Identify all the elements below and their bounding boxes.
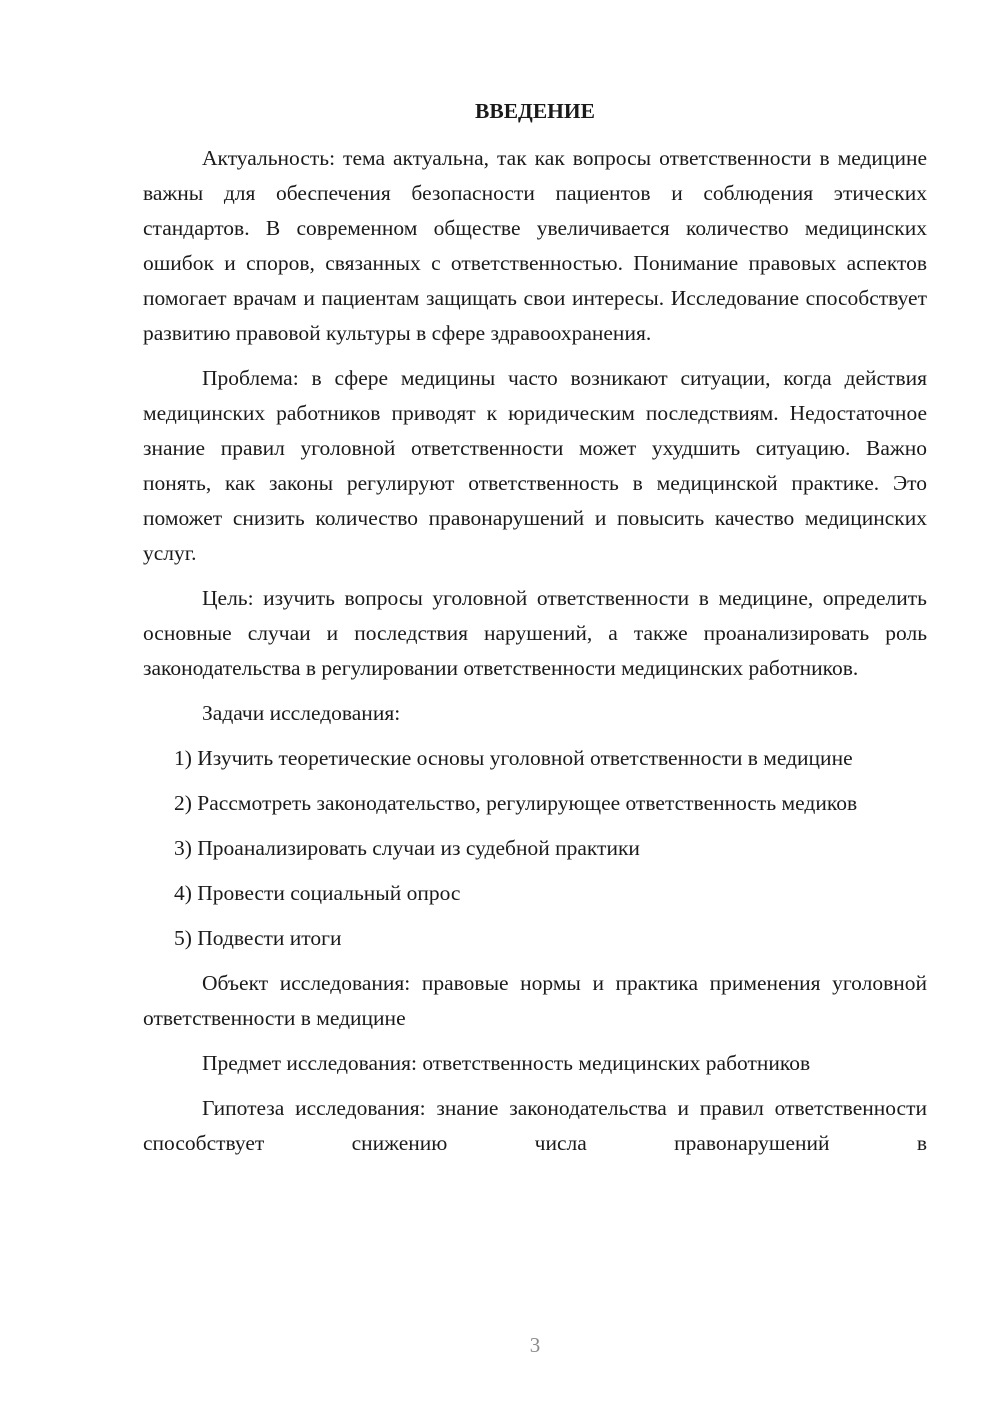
task-item-2: 2) Рассмотреть законодательство, регулирующее ответственность медиков — [174, 791, 858, 815]
paragraph-goal: Цель: изучить вопросы уголовной ответственности в медицине, определить основные случаи и последствия нарушений, а также проанализировать роль законодательства в регулировании ответственности медицинских работников. — [143, 586, 927, 680]
task-item-3: 3) Проанализировать случаи из судебной практики — [174, 836, 640, 860]
paragraph-object: Объект исследования: правовые нормы и практика применения уголовной ответственности в медицине — [143, 971, 927, 1030]
paragraph-hypothesis: Гипотеза исследования: знание законодательства и правил ответственности способствует снижению числа правонарушений в — [143, 1096, 927, 1155]
paragraph-relevance: Актуальность: тема актуальна, так как вопросы ответственности в медицине важны для обеспечения безопасности пациентов и соблюдения этических стандартов. В современном обществе увеличивается количество медицинских ошибок и споров, связанных с ответственностью. Понимание правовых аспектов помогает врачам и пациентам защищать свои интересы. Исследование способствует развитию правовой культуры в сфере здравоохранения. — [143, 146, 927, 345]
paragraph-subject: Предмет исследования: ответственность медицинских работников — [202, 1051, 811, 1075]
document-body — [143, 94, 927, 1171]
task-item-1: 1) Изучить теоретические основы уголовной ответственности в медицине — [174, 746, 853, 770]
task-item-4: 4) Провести социальный опрос — [174, 881, 461, 905]
task-item-5: 5) Подвести итоги — [174, 926, 342, 950]
paragraph-problem: Проблема: в сфере медицины часто возникают ситуации, когда действия медицинских работников приводят к юридическим последствиям. Недостаточное знание правил уголовной ответственности может ухудшить ситуацию. Важно понять, как законы регулируют ответственность в медицинской практике. Это поможет снизить количество правонарушений и повысить качество медицинских услуг. — [143, 366, 927, 565]
page-number: 3 — [529, 1333, 541, 1357]
tasks-heading: Задачи исследования: — [202, 701, 401, 725]
section-title: ВВЕДЕНИЕ — [475, 99, 595, 123]
